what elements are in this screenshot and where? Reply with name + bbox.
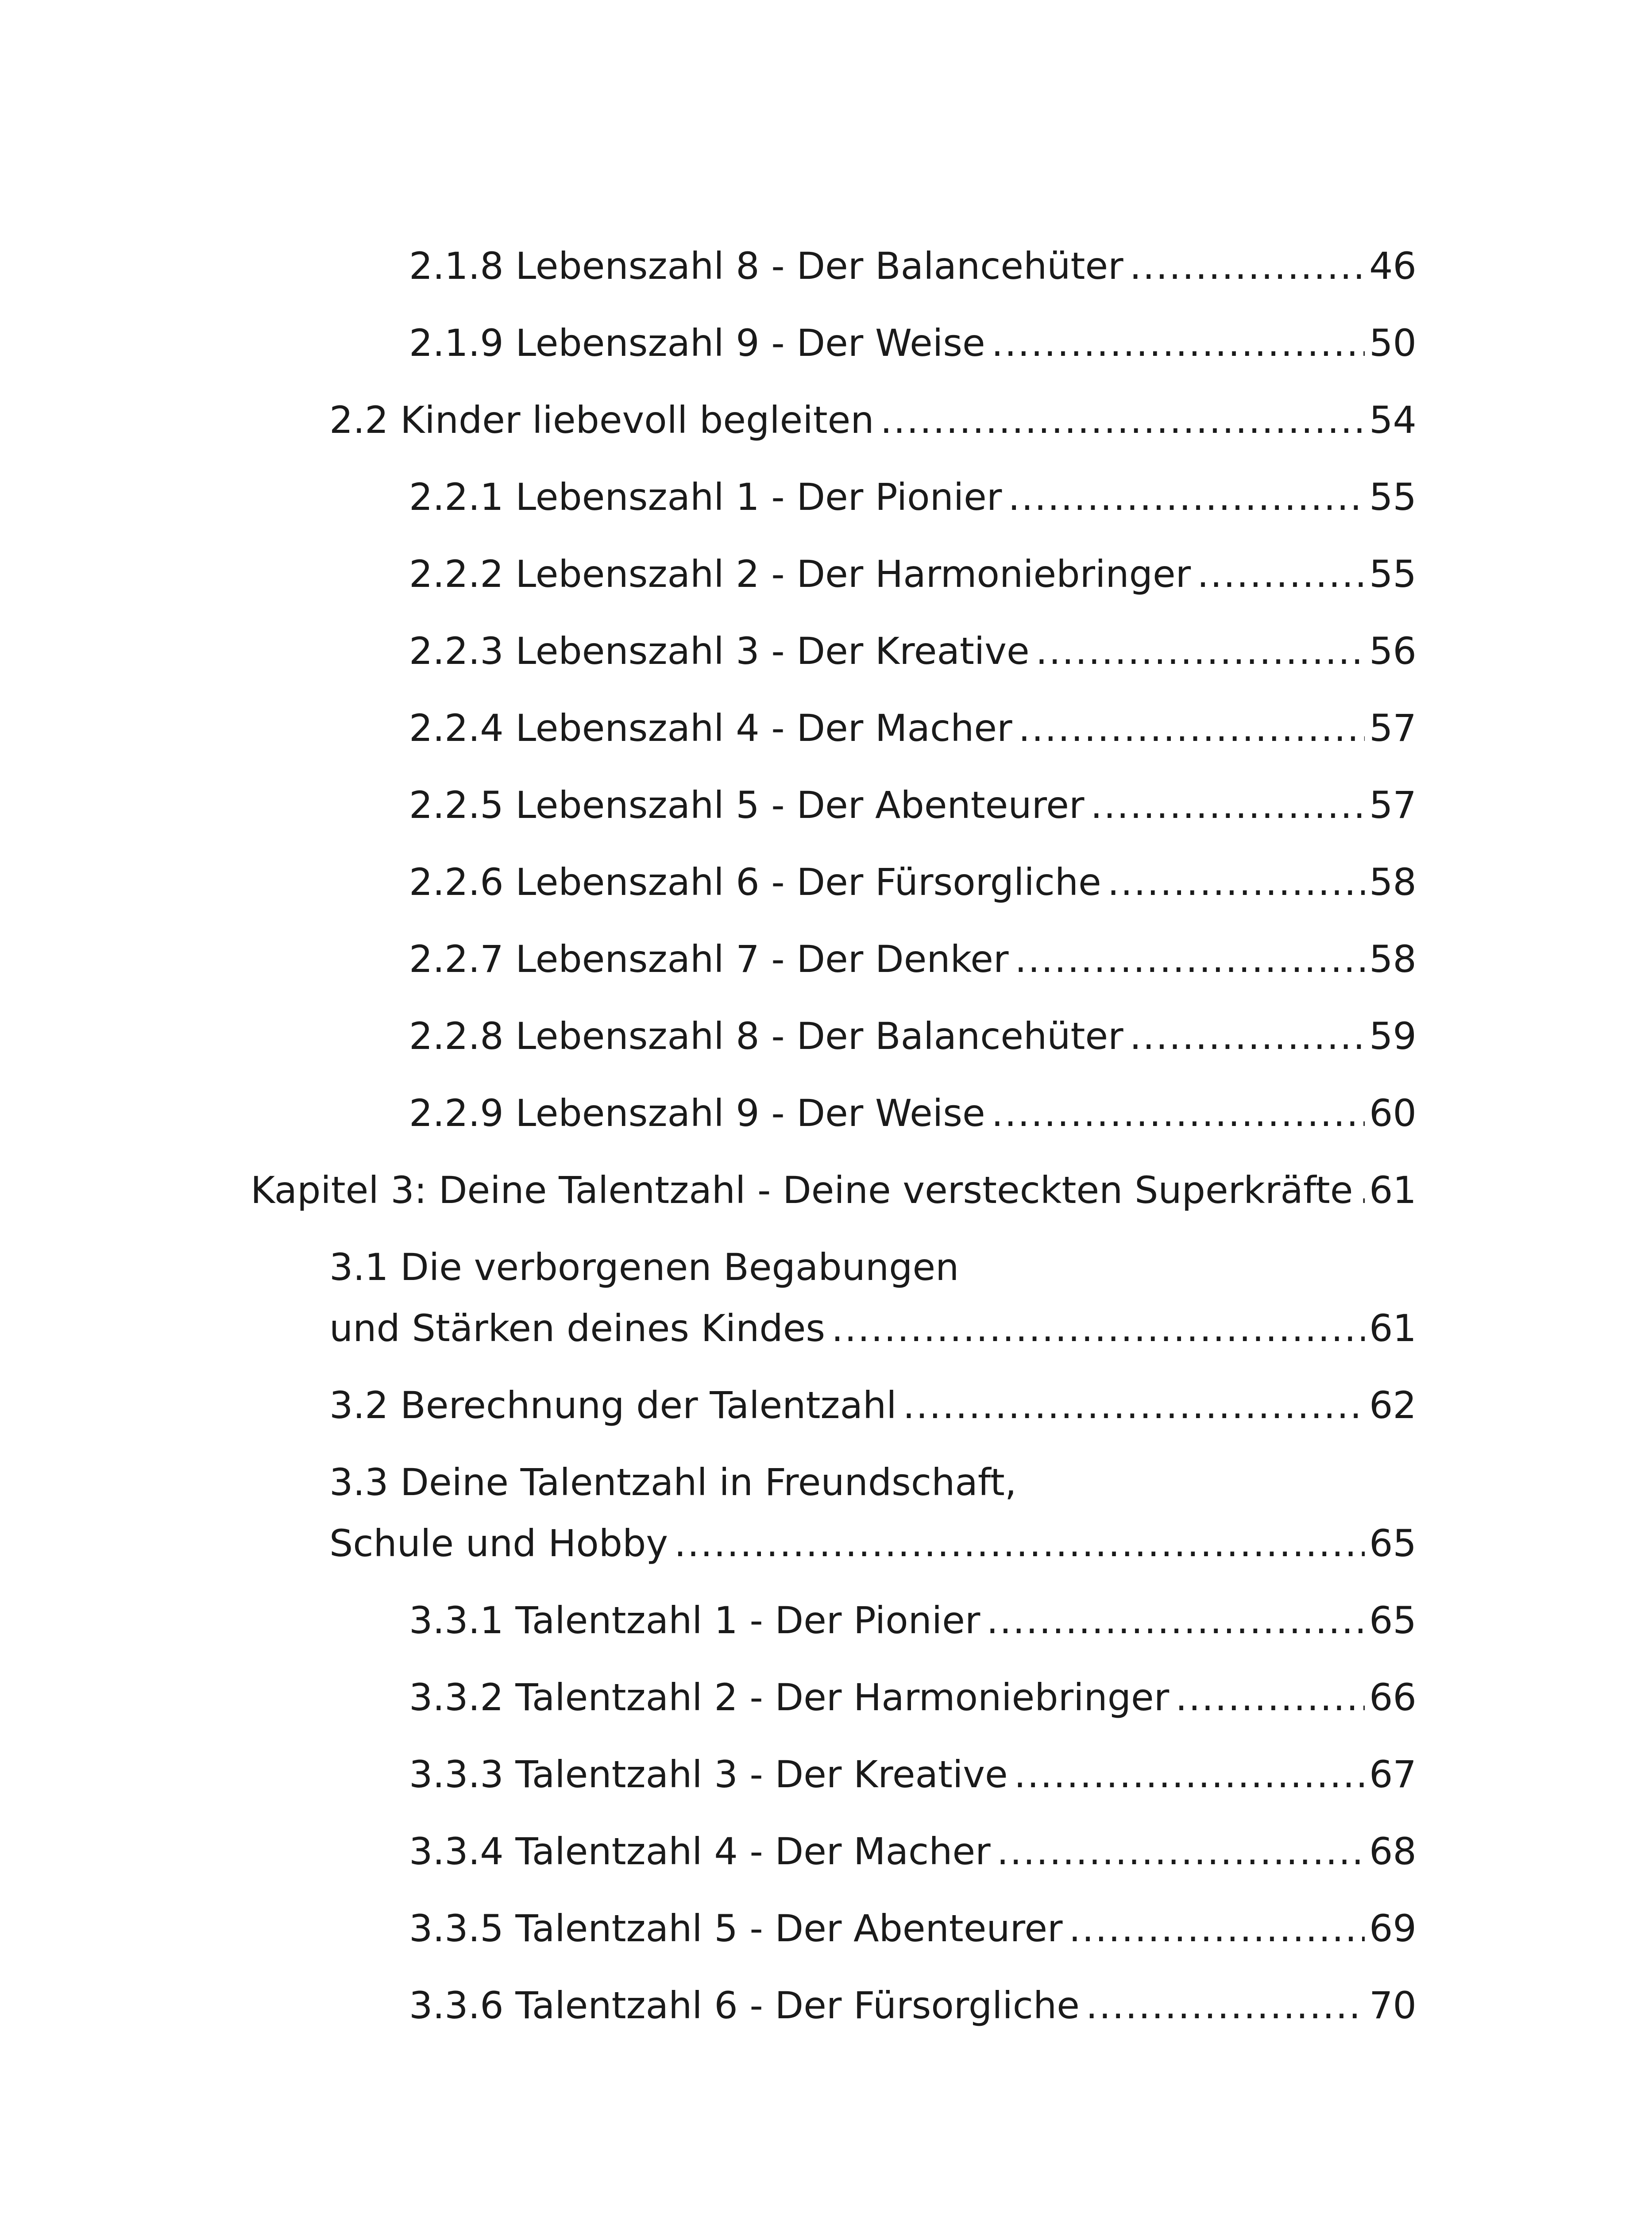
toc-entry-page: 61 (1369, 1307, 1417, 1350)
toc-entry[interactable] (409, 852, 1417, 913)
toc-entry-page: 55 (1369, 552, 1417, 596)
toc-entry[interactable] (329, 1452, 1417, 1574)
toc-entry-page: 55 (1369, 475, 1417, 519)
toc-entry[interactable] (409, 312, 1417, 374)
toc-entry-title: 2.2.4 Lebenszahl 4 - Der Macher (409, 706, 1012, 750)
toc-entry-page: 57 (1369, 706, 1417, 750)
toc-entry-page: 61 (1369, 1168, 1417, 1212)
toc-entry-title: 3.3.6 Talentzahl 6 - Der Fürsorgliche (409, 1984, 1080, 2027)
toc-entry-page: 66 (1369, 1676, 1417, 1719)
toc-entry[interactable] (329, 389, 1417, 451)
toc-entry[interactable] (409, 1590, 1417, 1651)
toc-entry-title: 3.2 Berechnung der Talentzahl (329, 1384, 897, 1427)
toc-entry-title: 2.2.1 Lebenszahl 1 - Der Pionier (409, 475, 1002, 519)
dot-leader (1086, 1975, 1365, 2036)
dot-leader (1108, 852, 1365, 913)
dot-leader (1130, 235, 1365, 297)
toc-entry[interactable] (409, 544, 1417, 605)
dot-leader (1019, 698, 1365, 759)
toc-entry[interactable] (409, 1821, 1417, 1882)
toc-entry-title: 2.2.9 Lebenszahl 9 - Der Weise (409, 1091, 985, 1135)
dot-leader (1130, 1006, 1365, 1067)
toc-entry-title: und Stärken deines Kindes (329, 1307, 826, 1350)
dot-leader (1014, 1744, 1365, 1805)
toc-entry-page: 70 (1369, 1984, 1417, 2027)
toc-entry[interactable] (409, 1006, 1417, 1067)
toc-entry-title-line1: 3.1 Die verborgenen Begabungen (329, 1245, 959, 1289)
toc-entry-page: 60 (1369, 1091, 1417, 1135)
dot-leader (1175, 1667, 1365, 1728)
toc-entry-title: 2.2.8 Lebenszahl 8 - Der Balancehüter (409, 1014, 1123, 1058)
dot-leader (880, 389, 1365, 451)
toc-entry-title: 2.2.2 Lebenszahl 2 - Der Harmoniebringer (409, 552, 1191, 596)
dot-leader (1008, 467, 1365, 528)
dot-leader (903, 1375, 1365, 1436)
toc-entry-page: 46 (1369, 244, 1417, 288)
toc-entry[interactable] (409, 929, 1417, 990)
toc-entry-title-line1: 3.3 Deine Talentzahl in Freundschaft, (329, 1461, 1017, 1504)
toc-entry-title: 3.3.4 Talentzahl 4 - Der Macher (409, 1830, 991, 1873)
toc-entry-title: 2.1.8 Lebenszahl 8 - Der Balancehüter (409, 244, 1123, 288)
toc-entry-page: 56 (1369, 629, 1417, 673)
toc-entry-title: Kapitel 3: Deine Talentzahl - Deine versteckten Superkräfte (251, 1168, 1353, 1212)
dot-leader (1036, 621, 1365, 682)
toc-entry[interactable] (409, 1898, 1417, 1959)
toc-entry-title: 2.2.3 Lebenszahl 3 - Der Kreative (409, 629, 1030, 673)
dot-leader (1091, 775, 1365, 836)
toc-entry-page: 68 (1369, 1830, 1417, 1873)
toc-entry-title: 2.2.6 Lebenszahl 6 - Der Fürsorgliche (409, 860, 1101, 904)
toc-entry-page: 62 (1369, 1384, 1417, 1427)
toc-entry-page: 50 (1369, 321, 1417, 365)
toc-entry-title: 2.2 Kinder liebevoll begleiten (329, 398, 874, 442)
toc-entry[interactable] (409, 698, 1417, 759)
toc-entry-title: 2.2.7 Lebenszahl 7 - Der Denker (409, 937, 1009, 981)
toc-entry-page: 58 (1369, 937, 1417, 981)
dot-leader (1359, 1160, 1365, 1221)
toc-entry-title: 3.3.2 Talentzahl 2 - Der Harmoniebringer (409, 1676, 1170, 1719)
toc-entry-title: 2.1.9 Lebenszahl 9 - Der Weise (409, 321, 985, 365)
dot-leader (674, 1513, 1365, 1574)
toc-entry[interactable] (409, 1667, 1417, 1728)
toc-entry[interactable] (409, 1083, 1417, 1144)
toc-entry-page: 65 (1369, 1522, 1417, 1565)
toc-entry[interactable] (409, 1744, 1417, 1805)
dot-leader (992, 312, 1365, 374)
dot-leader (1015, 929, 1365, 990)
toc-entry[interactable] (409, 467, 1417, 528)
toc-entry[interactable] (409, 235, 1417, 297)
toc-entry-title: 3.3.1 Talentzahl 1 - Der Pionier (409, 1599, 980, 1642)
toc-entry[interactable] (409, 1975, 1417, 2036)
toc-entry-page: 67 (1369, 1753, 1417, 1796)
toc-entry-page: 69 (1369, 1907, 1417, 1950)
toc-entry-page: 57 (1369, 783, 1417, 827)
dot-leader (1069, 1898, 1365, 1959)
toc-entry[interactable] (409, 621, 1417, 682)
toc-entry-page: 59 (1369, 1014, 1417, 1058)
toc-entry[interactable] (329, 1375, 1417, 1436)
dot-leader (992, 1083, 1365, 1144)
toc-entry[interactable] (409, 775, 1417, 836)
toc-entry-page: 54 (1369, 398, 1417, 442)
toc-entry-page: 65 (1369, 1599, 1417, 1642)
toc-entry-title: Schule und Hobby (329, 1522, 668, 1565)
toc-entry-title: 3.3.5 Talentzahl 5 - Der Abenteurer (409, 1907, 1063, 1950)
toc-chapter-entry[interactable] (251, 1160, 1417, 1221)
dot-leader (997, 1821, 1365, 1882)
dot-leader (831, 1298, 1365, 1359)
toc-entry[interactable] (329, 1237, 1417, 1359)
dot-leader (1197, 544, 1365, 605)
toc-entry-title: 2.2.5 Lebenszahl 5 - Der Abenteurer (409, 783, 1085, 827)
toc-entry-title: 3.3.3 Talentzahl 3 - Der Kreative (409, 1753, 1008, 1796)
dot-leader (986, 1590, 1365, 1651)
toc-entry-page: 58 (1369, 860, 1417, 904)
